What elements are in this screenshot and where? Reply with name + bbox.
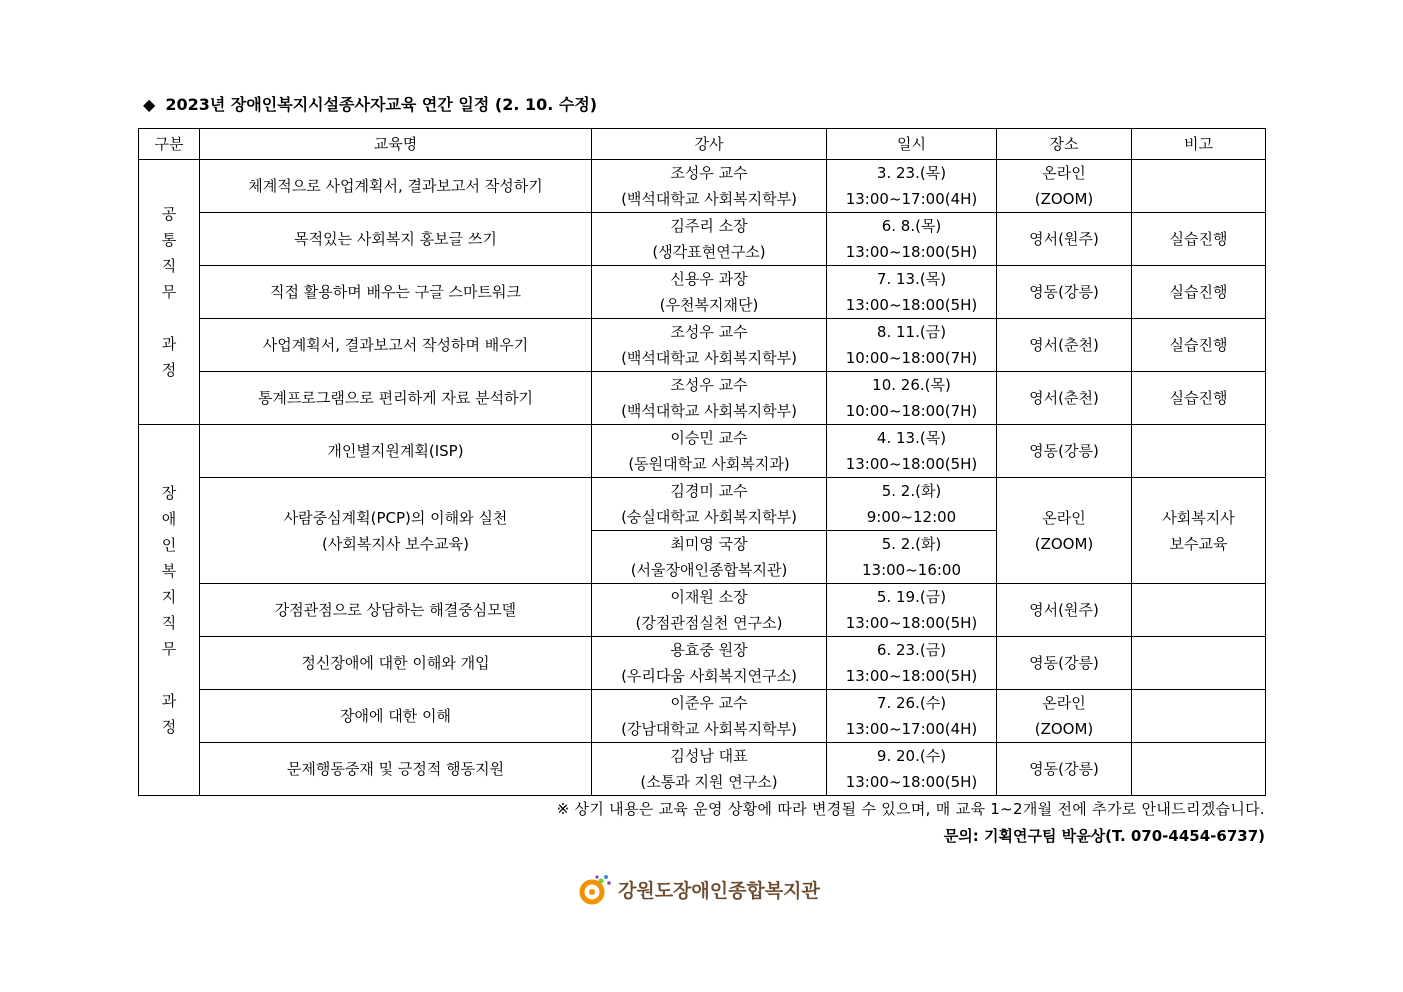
category-char: 정 bbox=[161, 718, 177, 736]
date-time: 13:00~16:00 bbox=[861, 561, 962, 579]
category-common bbox=[139, 160, 200, 425]
place-detail: (ZOOM) bbox=[1034, 534, 1094, 553]
course-name: 문제행동중재 및 긍정적 행동지원 bbox=[200, 743, 592, 796]
place: 영동(강릉) bbox=[997, 743, 1132, 796]
date bbox=[827, 584, 997, 637]
place-detail: (ZOOM) bbox=[1034, 720, 1094, 738]
table-row bbox=[139, 213, 1266, 266]
lecturer bbox=[592, 160, 827, 213]
lecturer-affiliation: (백석대학교 사회복지학부) bbox=[621, 190, 797, 208]
place-name: 온라인 bbox=[1042, 508, 1086, 527]
course-name bbox=[200, 478, 592, 584]
lecturer-name: 김성남 대표 bbox=[670, 747, 748, 765]
lecturer bbox=[592, 584, 827, 637]
place: 영서(춘천) bbox=[997, 319, 1132, 372]
category-char: 과 bbox=[161, 335, 177, 353]
date-day: 7. 13.(목) bbox=[876, 270, 947, 288]
date-day: 9. 20.(수) bbox=[876, 747, 947, 765]
date-time: 10:00~18:00(7H) bbox=[845, 349, 978, 367]
note bbox=[1132, 160, 1266, 213]
date bbox=[827, 478, 997, 531]
place: 영동(강릉) bbox=[997, 637, 1132, 690]
category-char: 복 bbox=[161, 562, 177, 580]
lecturer-affiliation: (우리다움 사회복지연구소) bbox=[621, 667, 797, 685]
category-disability bbox=[139, 425, 200, 796]
date-time: 10:00~18:00(7H) bbox=[845, 402, 978, 420]
category-char: 직 bbox=[161, 257, 177, 275]
lecturer-name: 이재원 소장 bbox=[670, 588, 748, 606]
date-time: 13:00~18:00(5H) bbox=[845, 243, 978, 261]
category-gap bbox=[139, 305, 199, 331]
logo-text: 강원도장애인종합복지관 bbox=[618, 879, 820, 902]
category-char: 무 bbox=[161, 640, 177, 658]
date-time: 13:00~17:00(4H) bbox=[845, 190, 978, 208]
lecturer-affiliation: (생각표현연구소) bbox=[652, 243, 766, 261]
table-row bbox=[139, 690, 1266, 743]
date-day: 3. 23.(목) bbox=[876, 164, 947, 182]
date-time: 13:00~18:00(5H) bbox=[845, 667, 978, 685]
date-day: 5. 2.(화) bbox=[881, 482, 942, 500]
place-name: 온라인 bbox=[1042, 694, 1086, 712]
course-name: 통계프로그램으로 편리하게 자료 분석하기 bbox=[200, 372, 592, 425]
lecturer-affiliation: (숭실대학교 사회복지학부) bbox=[621, 508, 797, 526]
logo-mark-icon bbox=[578, 872, 612, 906]
table-row bbox=[139, 478, 1266, 531]
table-row bbox=[139, 372, 1266, 425]
course-subtitle: (사회복지사 보수교육) bbox=[322, 534, 469, 553]
note bbox=[1132, 690, 1266, 743]
place: 영서(원주) bbox=[997, 213, 1132, 266]
lecturer-name: 이승민 교수 bbox=[670, 429, 748, 447]
note-line: 보수교육 bbox=[1169, 534, 1228, 553]
header-date: 일시 bbox=[827, 129, 997, 160]
lecturer-name: 조성우 교수 bbox=[670, 323, 748, 341]
course-title: 사람중심계획(PCP)의 이해와 실천 bbox=[283, 508, 508, 527]
lecturer-affiliation: (백석대학교 사회복지학부) bbox=[621, 349, 797, 367]
note: 실습진행 bbox=[1132, 319, 1266, 372]
lecturer bbox=[592, 319, 827, 372]
header-place: 장소 bbox=[997, 129, 1132, 160]
lecturer-name: 신용우 과장 bbox=[670, 270, 748, 288]
table-header-row bbox=[139, 129, 1266, 160]
note bbox=[1132, 743, 1266, 796]
table-row bbox=[139, 160, 1266, 213]
note bbox=[1132, 425, 1266, 478]
date bbox=[827, 319, 997, 372]
place bbox=[997, 160, 1132, 213]
table-row bbox=[139, 743, 1266, 796]
category-char: 인 bbox=[161, 536, 177, 554]
date bbox=[827, 425, 997, 478]
date bbox=[827, 372, 997, 425]
date-day: 4. 13.(목) bbox=[876, 429, 947, 447]
lecturer-affiliation: (백석대학교 사회복지학부) bbox=[621, 402, 797, 420]
title-text: 2023년 장애인복지시설종사자교육 연간 일정 (2. 10. 수정) bbox=[165, 95, 598, 114]
place: 영동(강릉) bbox=[997, 425, 1132, 478]
lecturer-name: 조성우 교수 bbox=[670, 164, 748, 182]
lecturer-affiliation: (우천복지재단) bbox=[659, 296, 759, 314]
lecturer bbox=[592, 690, 827, 743]
date bbox=[827, 266, 997, 319]
category-char: 통 bbox=[161, 231, 177, 249]
note-line: 사회복지사 bbox=[1162, 508, 1235, 527]
table-row bbox=[139, 425, 1266, 478]
table-row bbox=[139, 266, 1266, 319]
date-day: 6. 8.(목) bbox=[881, 217, 942, 235]
header-lecturer: 강사 bbox=[592, 129, 827, 160]
place-name: 온라인 bbox=[1042, 164, 1086, 182]
course-name: 체계적으로 사업계획서, 결과보고서 작성하기 bbox=[200, 160, 592, 213]
place: 영서(춘천) bbox=[997, 372, 1132, 425]
category-char: 공 bbox=[161, 205, 177, 223]
date bbox=[827, 743, 997, 796]
date-day: 5. 19.(금) bbox=[876, 588, 947, 606]
lecturer-affiliation: (강남대학교 사회복지학부) bbox=[621, 720, 797, 738]
lecturer bbox=[592, 531, 827, 584]
course-name: 정신장애에 대한 이해와 개입 bbox=[200, 637, 592, 690]
lecturer bbox=[592, 372, 827, 425]
note: 실습진행 bbox=[1132, 213, 1266, 266]
course-name: 직접 활용하며 배우는 구글 스마트워크 bbox=[200, 266, 592, 319]
table-row bbox=[139, 584, 1266, 637]
lecturer bbox=[592, 743, 827, 796]
lecturer-name: 김주리 소장 bbox=[670, 217, 748, 235]
page-title bbox=[143, 92, 597, 115]
lecturer bbox=[592, 213, 827, 266]
date-day: 8. 11.(금) bbox=[876, 323, 947, 341]
category-char: 정 bbox=[161, 361, 177, 379]
date bbox=[827, 637, 997, 690]
course-name: 사업계획서, 결과보고서 작성하며 배우기 bbox=[200, 319, 592, 372]
header-category: 구분 bbox=[139, 129, 200, 160]
header-course: 교육명 bbox=[200, 129, 592, 160]
date-time: 13:00~17:00(4H) bbox=[845, 720, 978, 738]
course-name: 개인별지원계획(ISP) bbox=[200, 425, 592, 478]
table-row bbox=[139, 319, 1266, 372]
note: 실습진행 bbox=[1132, 372, 1266, 425]
lecturer-name: 김경미 교수 bbox=[670, 482, 748, 500]
footnote: ※ 상기 내용은 교육 운영 상황에 따라 변경될 수 있으며, 매 교육 1~2개월 전에 추가로 안내드리겠습니다. bbox=[556, 800, 1265, 818]
note bbox=[1132, 478, 1266, 584]
note bbox=[1132, 584, 1266, 637]
category-gap bbox=[139, 662, 199, 688]
category-char: 지 bbox=[161, 588, 177, 606]
lecturer-name: 최미영 국장 bbox=[670, 535, 748, 553]
lecturer-name: 용효중 원장 bbox=[670, 641, 748, 659]
date-day: 10. 26.(목) bbox=[872, 376, 951, 394]
date bbox=[827, 160, 997, 213]
header-note: 비고 bbox=[1132, 129, 1266, 160]
date-time: 13:00~18:00(5H) bbox=[845, 614, 978, 632]
lecturer-name: 이준우 교수 bbox=[670, 694, 748, 712]
category-char: 직 bbox=[161, 614, 177, 632]
contact-info: 문의: 기획연구팀 박윤상(T. 070-4454-6737) bbox=[943, 827, 1265, 845]
lecturer-affiliation: (동원대학교 사회복지과) bbox=[628, 455, 790, 473]
note bbox=[1132, 637, 1266, 690]
date bbox=[827, 213, 997, 266]
lecturer bbox=[592, 266, 827, 319]
date-day: 5. 2.(화) bbox=[881, 535, 942, 553]
lecturer bbox=[592, 637, 827, 690]
date bbox=[827, 690, 997, 743]
organization-logo bbox=[578, 872, 820, 906]
lecturer-affiliation: (서울장애인종합복지관) bbox=[630, 561, 788, 579]
note: 실습진행 bbox=[1132, 266, 1266, 319]
place bbox=[997, 690, 1132, 743]
lecturer bbox=[592, 478, 827, 531]
table-row bbox=[139, 637, 1266, 690]
category-char: 장 bbox=[161, 484, 177, 502]
date-time: 13:00~18:00(5H) bbox=[845, 455, 978, 473]
date-time: 13:00~18:00(5H) bbox=[845, 773, 978, 791]
course-name: 장애에 대한 이해 bbox=[200, 690, 592, 743]
lecturer-affiliation: (강점관점실천 연구소) bbox=[635, 614, 783, 632]
diamond-bullet-icon: ◆ bbox=[143, 95, 156, 114]
course-name: 목적있는 사회복지 홍보글 쓰기 bbox=[200, 213, 592, 266]
date-time: 13:00~18:00(5H) bbox=[845, 296, 978, 314]
date-time: 9:00~12:00 bbox=[866, 508, 957, 526]
date bbox=[827, 531, 997, 584]
place: 영서(원주) bbox=[997, 584, 1132, 637]
place-detail: (ZOOM) bbox=[1034, 190, 1094, 208]
date-day: 6. 23.(금) bbox=[876, 641, 947, 659]
place: 영동(강릉) bbox=[997, 266, 1132, 319]
category-char: 애 bbox=[161, 510, 177, 528]
schedule-table bbox=[138, 128, 1266, 796]
category-char: 무 bbox=[161, 283, 177, 301]
place bbox=[997, 478, 1132, 584]
course-name: 강점관점으로 상담하는 해결중심모델 bbox=[200, 584, 592, 637]
date-day: 7. 26.(수) bbox=[876, 694, 947, 712]
lecturer-name: 조성우 교수 bbox=[670, 376, 748, 394]
lecturer-affiliation: (소통과 지원 연구소) bbox=[640, 773, 778, 791]
lecturer bbox=[592, 425, 827, 478]
category-char: 과 bbox=[161, 692, 177, 710]
